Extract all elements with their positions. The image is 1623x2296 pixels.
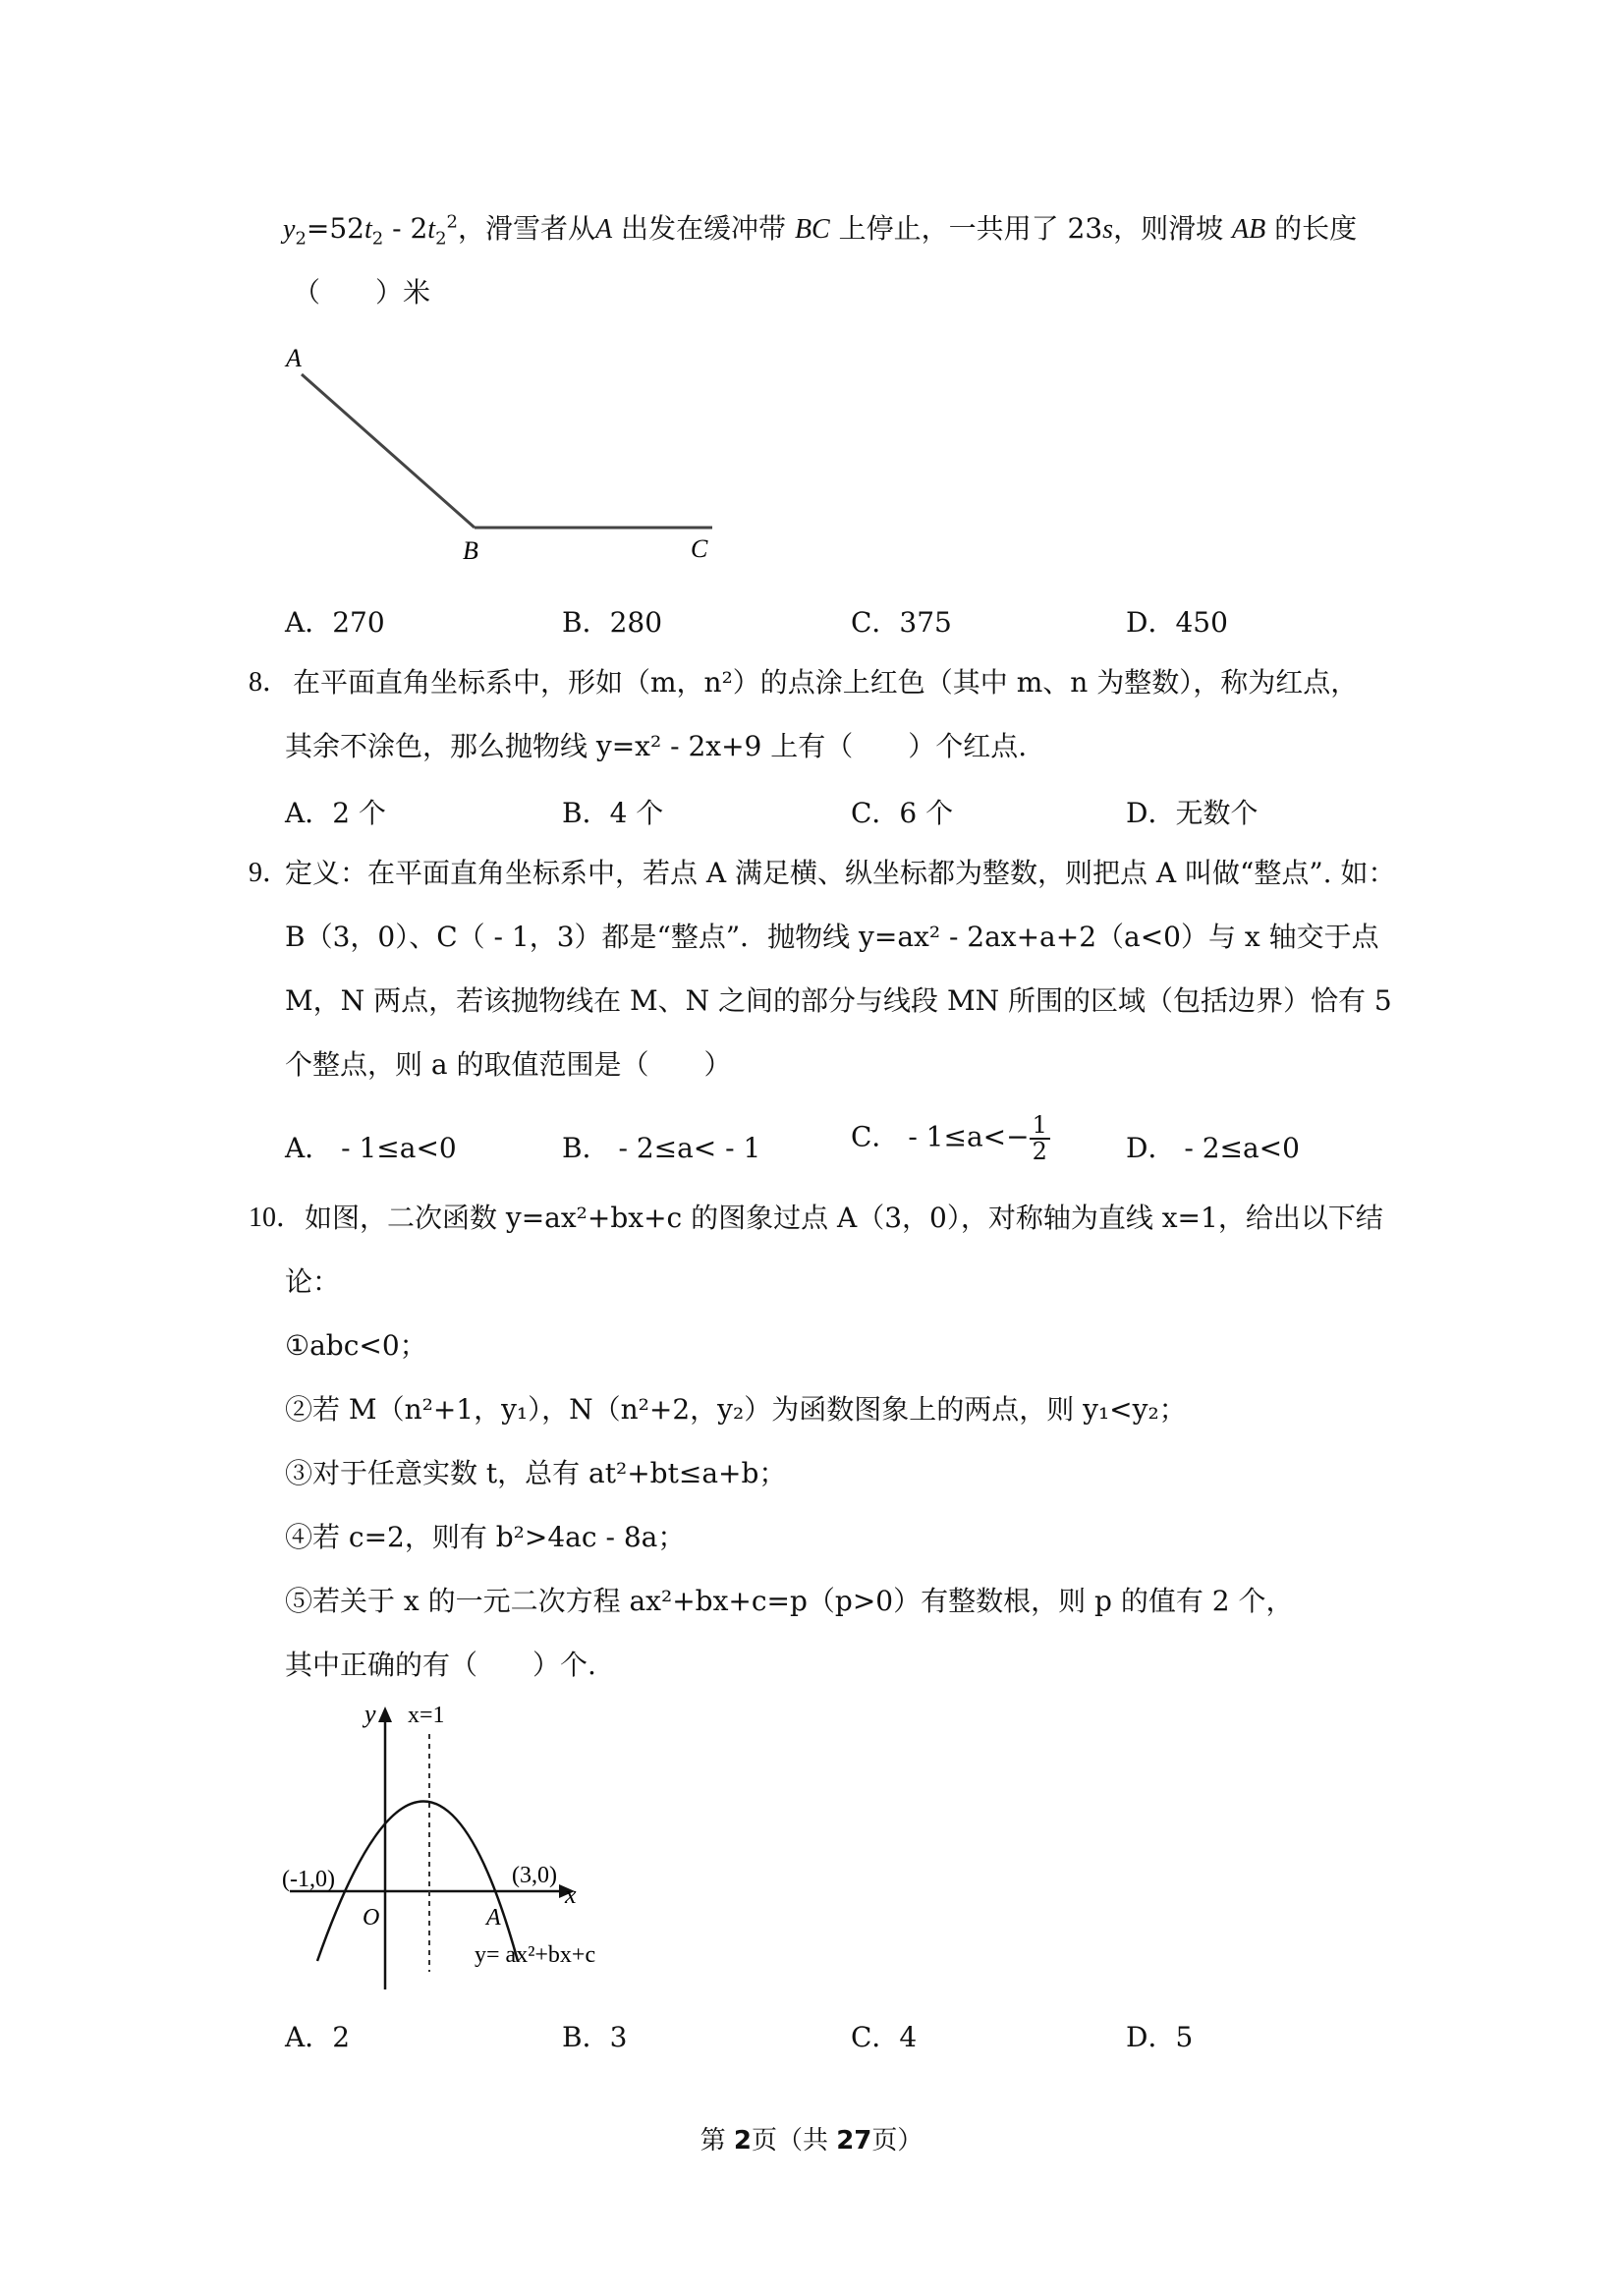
q10-option-b[interactable]: B．3 [562,2021,628,2053]
q9-line-1: 定义：在平面直角坐标系中，若点 A 满足横、纵坐标都为整数，则把点 A 叫做“整点”. 如： [285,857,1396,889]
q7-text: ，则滑坡 [1113,212,1224,245]
q10-statement-5: ⑤若关于 x 的一元二次方程 ax²+bx+c=p（p>0）有整数根，则 p 的值有 2 个， [285,1585,1294,1617]
q10-number: 10． [249,1203,305,1233]
q9-option-c-text: C． - 1≤a<− [851,1120,1030,1153]
footer-text: 第 [700,2126,734,2156]
q8-option-b[interactable]: B．4 个 [562,797,664,829]
parabola-curve [317,1802,518,1962]
q10-statement-1: ①abc<0； [285,1329,427,1362]
q7-line-2: （ ）米 [293,276,431,308]
q8-number: 8． [249,667,291,698]
q7-text: 的长度 [1274,212,1358,245]
q9-number: 9． [249,858,291,888]
q8-line-2: 其余不涂色，那么抛物线 y=x² - 2x+9 上有（ ）个红点. [285,730,1028,762]
page-footer [0,2120,1623,2156]
q9-option-b[interactable]: B． - 2≤a< - 1 [562,1132,761,1164]
footer-text: 页（共 [751,2126,837,2156]
q10-line-2: 论： [285,1265,341,1298]
point-a-label: A [486,1905,501,1931]
q7-text: - 2 [383,212,428,245]
frac-numerator: 1 [1030,1113,1050,1140]
total-pages: 27 [836,2126,872,2156]
frac-denominator: 2 [1032,1138,1047,1166]
q10-option-c[interactable]: C．4 [851,2021,918,2053]
q10-statement-4: ④若 c=2，则有 b²>4ac - 8a； [285,1521,686,1553]
q8-option-a[interactable]: A．2 个 [285,797,386,829]
q8-line-1: 在平面直角坐标系中，形如（m，n²）的点涂上红色（其中 m、n 为整数），称为红点， [293,666,1359,699]
q7-var: A [595,214,613,245]
y-axis-arrow [378,1707,392,1722]
symmetry-axis-label: x=1 [408,1703,445,1728]
q7-text: 出发在缓冲带 [621,212,787,245]
q10-parabola-graph [280,1695,663,1994]
q9-option-a[interactable]: A． - 1≤a<0 [285,1132,457,1164]
q9-option-c[interactable] [851,1113,1050,1164]
y-axis-label: y [364,1700,376,1728]
q10-option-d[interactable]: D．5 [1126,2021,1194,2053]
q7-option-b[interactable]: B．280 [562,606,663,639]
q8-option-c[interactable]: C．6 个 [851,797,954,829]
fraction-one-half [1030,1113,1050,1164]
q10-statement-6: 其中正确的有（ ）个. [285,1649,596,1681]
label-c: C [691,534,708,563]
q10-line-1: 如图，二次函数 y=ax²+bx+c 的图象过点 A（3，0），对称轴为直线 x=1，给出以下结 [305,1202,1383,1234]
q7-option-a[interactable]: A．270 [285,606,385,639]
q9-option-d[interactable]: D． - 2≤a<0 [1126,1132,1300,1164]
footer-text: 页） [871,2126,923,2156]
q7-option-c[interactable]: C．375 [851,606,952,639]
right-root-label: (3,0) [512,1863,557,1888]
equation-label: y= ax²+bx+c [475,1942,596,1968]
q10-option-a[interactable]: A．2 [285,2021,351,2053]
q9-line-4: 个整点，则 a 的取值范围是（ ） [285,1048,732,1081]
slope-ab [302,374,475,528]
label-b: B [463,536,478,565]
q7-var: s [1102,214,1114,245]
current-page: 2 [733,2126,752,2156]
label-a: A [286,344,302,372]
q7-var: BC [794,214,830,245]
q10-statement-2: ②若 M（n²+1，y₁），N（n²+2，y₂）为函数图象上的两点，则 y₁<y₂； [285,1393,1187,1426]
q7-line-1: $y_2=52t_2 - 2t_2^2$，滑雪者从A 出发在缓冲带 BC 上停止，一共用了 23s，则滑坡 AB 的长度 [283,211,1358,250]
q7-text: ，滑雪者从 [457,212,595,245]
x-axis-label: x [565,1880,577,1909]
q7-text: =52 [306,212,364,245]
q8-option-d[interactable]: D．无数个 [1126,797,1259,829]
q7-option-d[interactable]: D．450 [1126,606,1228,639]
q9-line-3: M，N 两点，若该抛物线在 M、N 之间的部分与线段 MN 所围的区域（包括边界）恰有 5 [285,984,1392,1017]
q7-var: AB [1231,214,1266,245]
origin-label: O [363,1905,380,1931]
q7-text: 上停止，一共用了 23 [838,212,1103,245]
q7-slope-figure [280,339,732,565]
q9-line-2: B（3，0）、C（ - 1，3）都是“整点”．抛物线 y=ax² - 2ax+a+2（a<0）与 x 轴交于点 [285,921,1379,953]
left-root-label: (-1,0) [282,1867,335,1892]
q10-statement-3: ③对于任意实数 t，总有 at²+bt≤a+b； [285,1457,787,1489]
